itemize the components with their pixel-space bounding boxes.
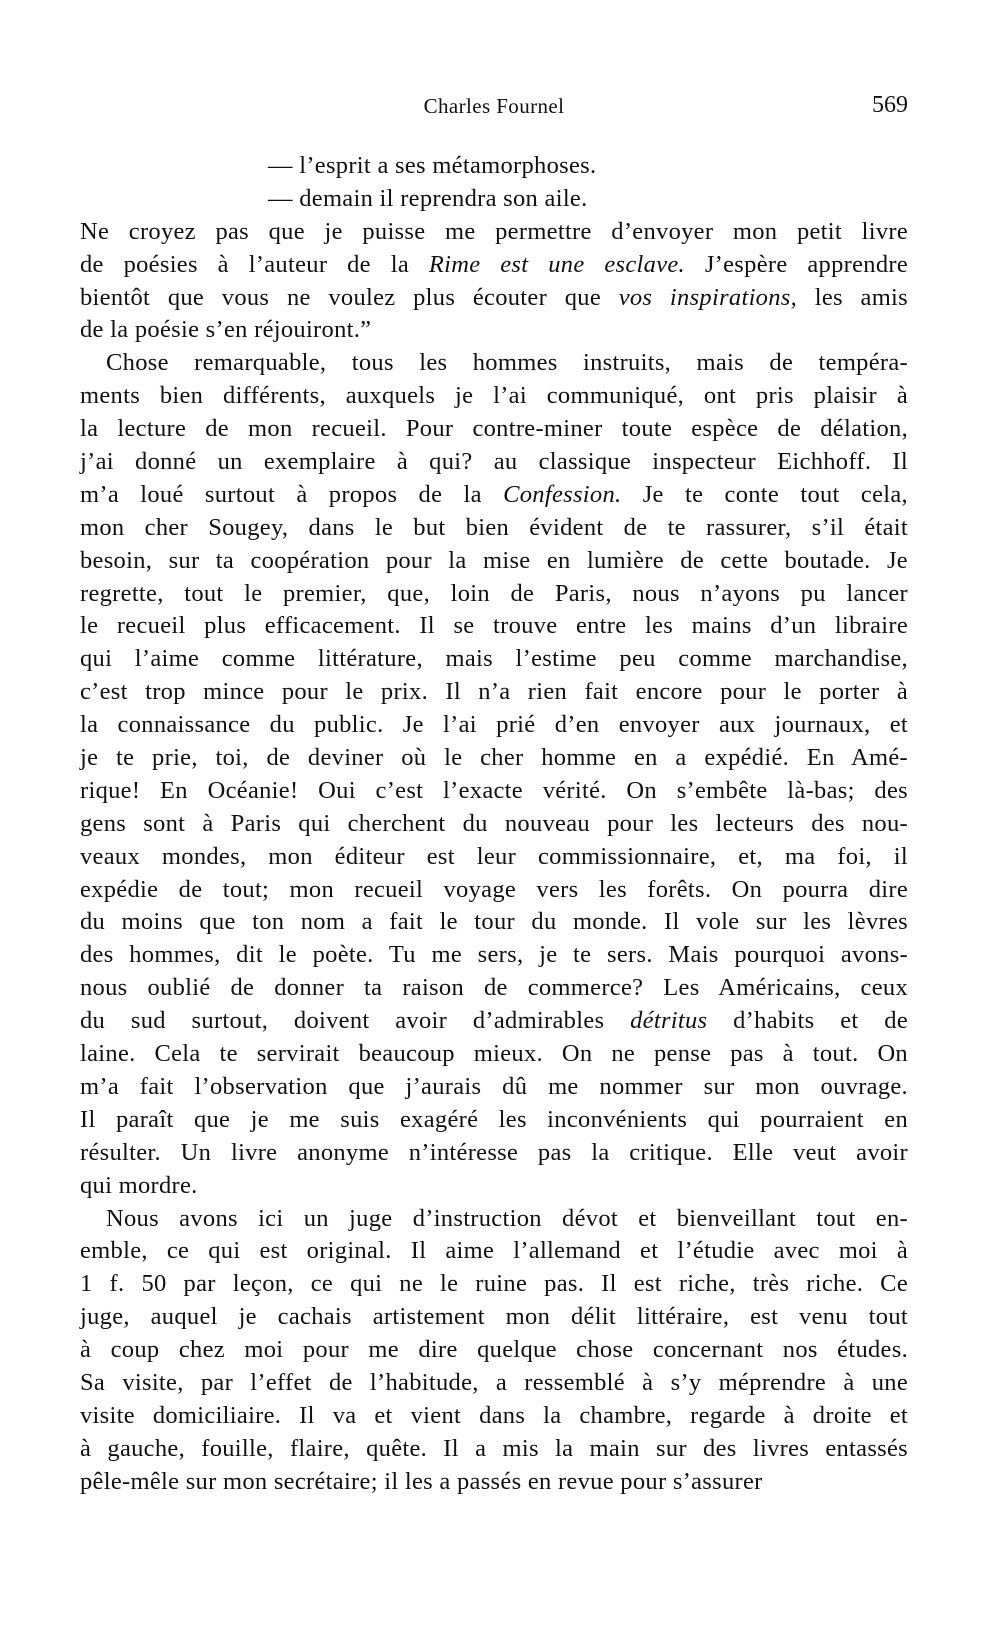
italic-title: Rime est une esclave.	[428, 250, 685, 278]
text-line: le recueil plus efficacement. Il se trouve entre les mains d’un libraire	[80, 612, 908, 640]
text-segment: m’a loué surtout à propos de la	[80, 480, 504, 508]
text-line: Nous avons ici un juge d’instruction dévot et bienveillant tout en-	[106, 1204, 908, 1232]
text-line: besoin, sur ta coopération pour la mise en lumière de cette boutade. Je	[80, 546, 908, 574]
verse-line: — l’esprit a ses métamorphoses.	[268, 152, 597, 179]
text-line: résulter. Un livre anonyme n’intéresse pas la critique. Elle veut avoir	[80, 1138, 908, 1166]
text-segment: Je te conte tout cela,	[621, 480, 908, 508]
text-segment: d’habits et de	[707, 1007, 908, 1035]
text-line: visite domiciliaire. Il va et vient dans la chambre, regarde à droite et	[80, 1401, 908, 1429]
text-line: Ne croyez pas que je puisse me permettre d’envoyer mon petit livre	[80, 217, 908, 245]
text-line	[80, 1005, 908, 1038]
italic-title: Confession.	[503, 480, 622, 508]
text-line: Il paraît que je me suis exagéré les inconvénients qui pourraient en	[80, 1105, 908, 1133]
text-line: pêle-mêle sur mon secrétaire; il les a passés en revue pour s’assurer	[80, 1467, 763, 1495]
text-line: 1 f. 50 par leçon, ce qui ne le ruine pas. Il est riche, très riche. Ce	[80, 1270, 908, 1298]
text-line: laine. Cela te servirait beaucoup mieux. On ne pense pas à tout. On	[80, 1040, 908, 1068]
text-line: de la poésie s’en réjouiront.”	[80, 316, 372, 344]
paragraph-1	[80, 216, 908, 348]
text-line: c’est trop mince pour le prix. Il n’a rien fait encore pour le porter à	[80, 678, 908, 706]
text-line: ments bien différents, auxquels je l’ai communiqué, ont pris plaisir à	[80, 382, 908, 410]
text-line: expédie de tout; mon recueil voyage vers les forêts. On pourra dire	[80, 875, 908, 903]
text-line: emble, ce qui est original. Il aime l’allemand et l’étudie avec moi à	[80, 1237, 908, 1265]
text-segment: du sud surtout, doivent avoir d’admirables	[80, 1007, 631, 1035]
text-line	[80, 249, 908, 282]
text-line: m’a fait l’observation que j’aurais dû me nommer sur mon ouvrage.	[80, 1072, 908, 1100]
text-line: à gauche, fouille, flaire, quête. Il a mis la main sur des livres entassés	[80, 1434, 908, 1462]
text-line: la lecture de mon recueil. Pour contre-miner toute espèce de délation,	[80, 415, 908, 443]
text-line: rique! En Océanie! Oui c’est l’exacte vérité. On s’embête là-bas; des	[80, 776, 908, 804]
text-segment: bientôt que vous ne voulez plus écouter que	[80, 283, 619, 311]
text-line	[80, 479, 908, 512]
text-line: Sa visite, par l’effet de l’habitude, a ressemblé à s’y méprendre à une	[80, 1368, 908, 1396]
text-line: j’ai donné un exemplaire à qui? au classique inspecteur Eichhoff. Il	[80, 448, 908, 476]
verse-line: — demain il reprendra son aile.	[268, 184, 588, 212]
text-line: regrette, tout le premier, que, loin de Paris, nous n’ayons pu lancer	[80, 579, 908, 607]
verse-quote	[80, 150, 908, 216]
paragraph-2	[80, 347, 908, 1202]
text-segment: les amis	[797, 283, 908, 311]
text-line: mon cher Sougey, dans le but bien évident de te rassurer, s’il était	[80, 513, 908, 541]
text-line: la connaissance du public. Je l’ai prié d’en envoyer aux journaux, et	[80, 711, 908, 739]
body-text	[80, 150, 908, 1499]
text-line: qui l’aime comme littérature, mais l’estime peu comme marchandise,	[80, 645, 908, 673]
text-segment: J’espère apprendre	[684, 250, 908, 278]
text-segment: de poésies à l’auteur de la	[80, 250, 429, 278]
text-line: gens sont à Paris qui cherchent du nouveau pour les lecteurs des nou-	[80, 809, 908, 837]
text-line: Chose remarquable, tous les hommes instruits, mais de tempéra-	[106, 349, 908, 377]
text-line: juge, auquel je cachais artistement mon délit littéraire, est venu tout	[80, 1303, 908, 1331]
running-head	[80, 94, 908, 126]
running-head-author: Charles Fournel	[423, 94, 565, 118]
text-line: qui mordre.	[80, 1171, 198, 1199]
italic-title: vos inspirations,	[618, 283, 798, 311]
paragraph-3	[80, 1203, 908, 1499]
page-number: 569	[872, 92, 908, 118]
text-line: des hommes, dit le poète. Tu me sers, je te sers. Mais pourquoi avons-	[80, 941, 908, 969]
text-line: nous oublié de donner ta raison de commerce? Les Américains, ceux	[80, 974, 908, 1002]
text-line: veaux mondes, mon éditeur est leur commissionnaire, et, ma foi, il	[80, 842, 908, 870]
text-line	[80, 282, 908, 315]
text-line: du moins que ton nom a fait le tour du monde. Il vole sur les lèvres	[80, 908, 908, 936]
italic-title: détritus	[630, 1007, 708, 1035]
text-line: je te prie, toi, de deviner où le cher homme en a expédié. En Amé-	[80, 744, 908, 772]
text-line: à coup chez moi pour me dire quelque chose concernant nos études.	[80, 1336, 908, 1364]
